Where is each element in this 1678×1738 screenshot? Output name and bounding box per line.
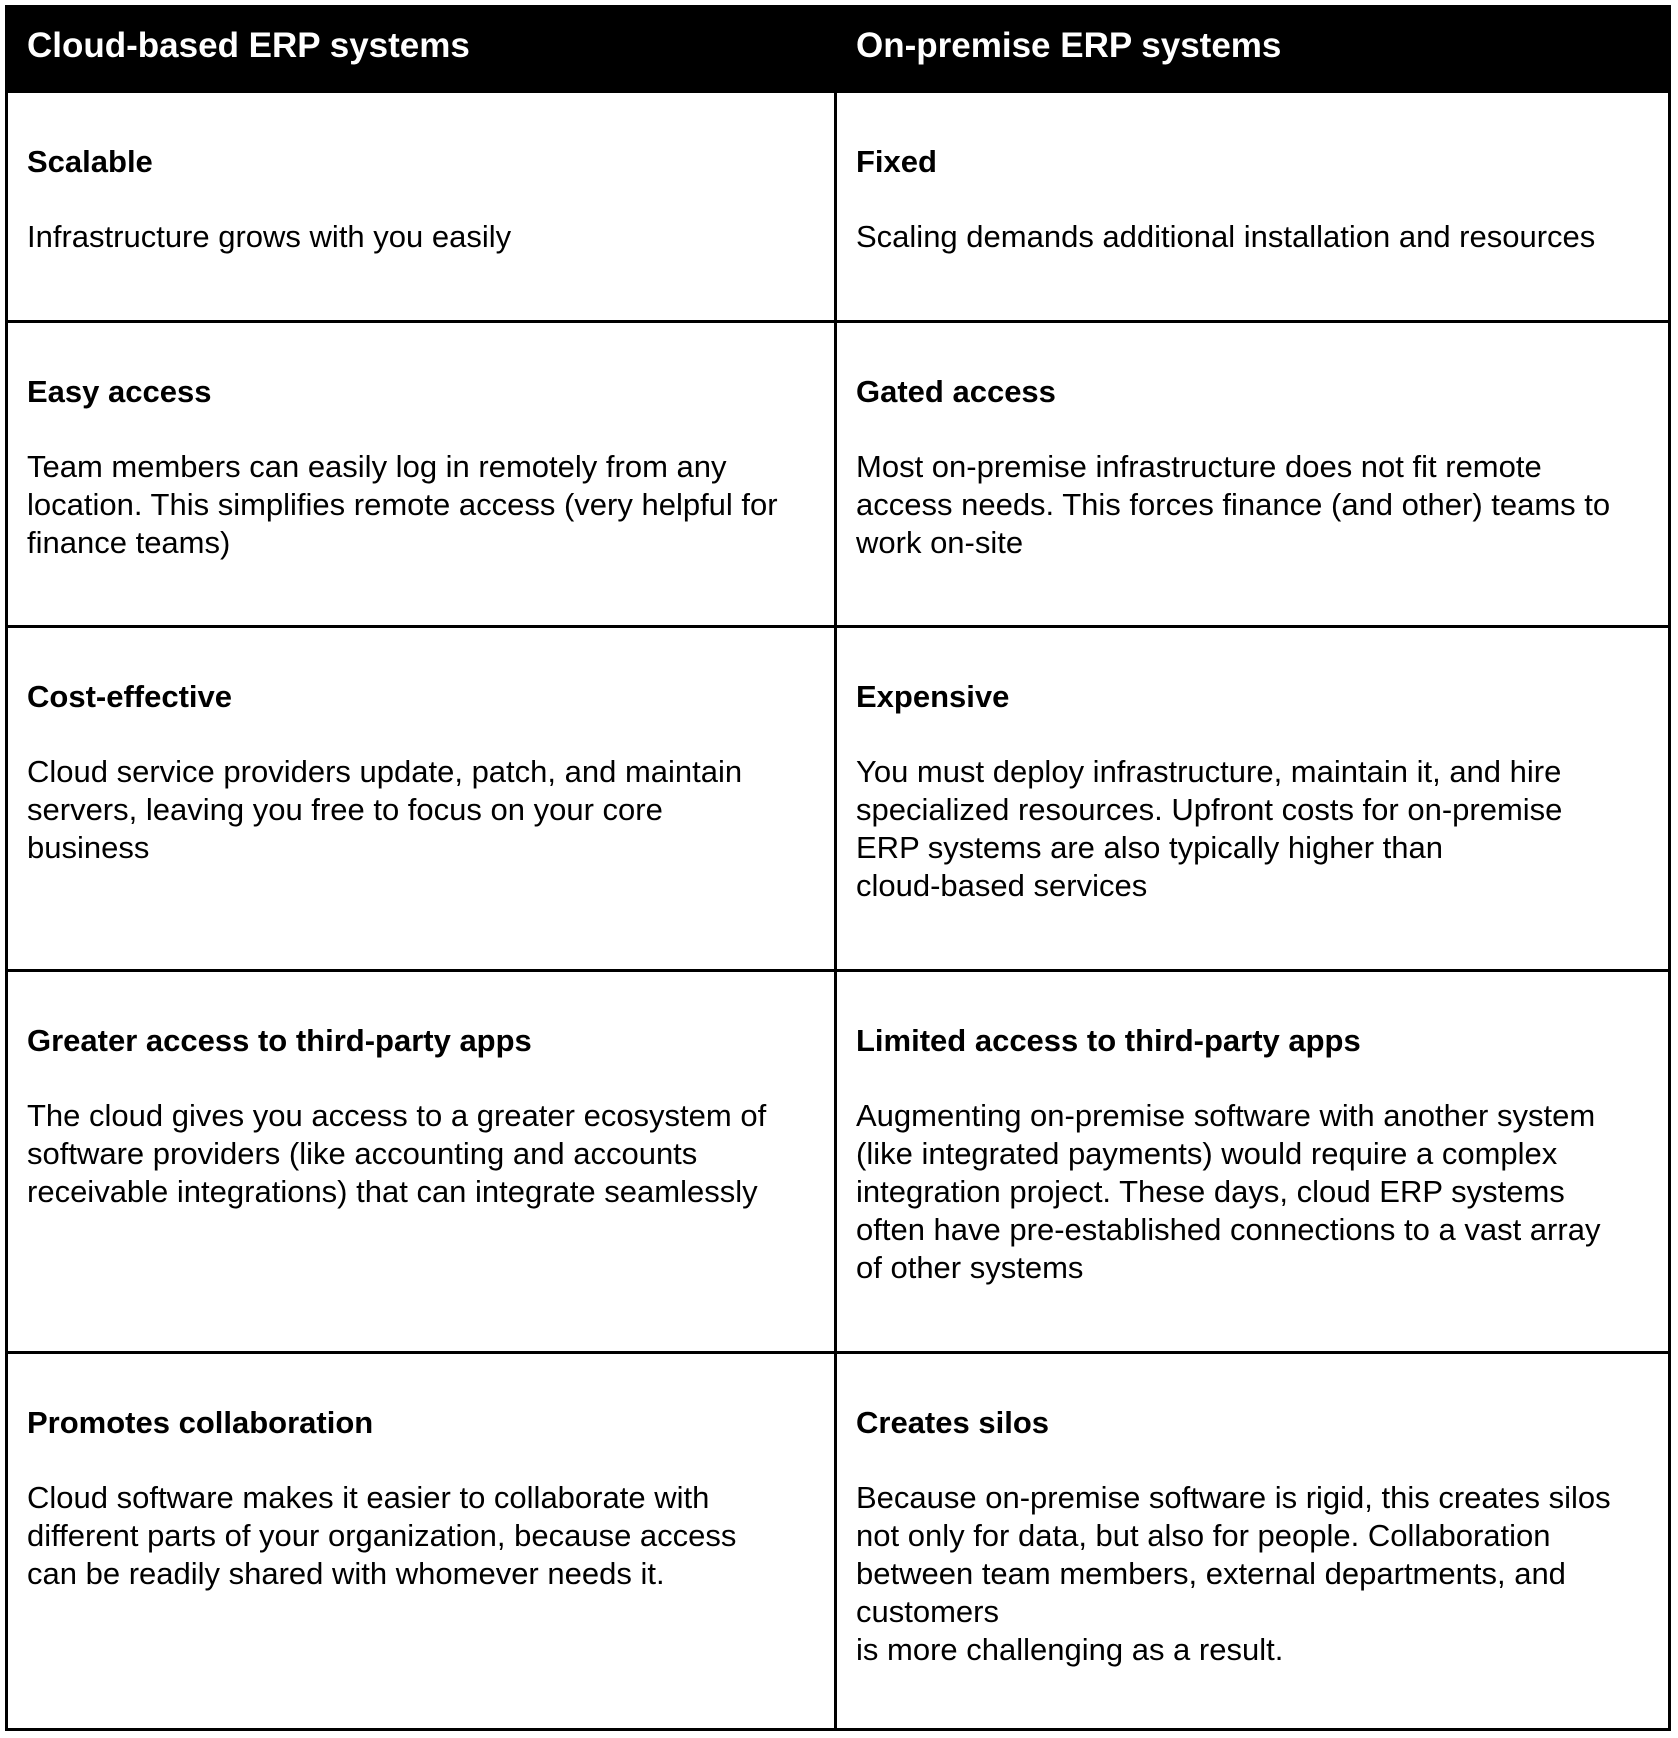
cell-title: Cost-effective — [27, 679, 232, 714]
cell-text: Team members can easily log in remotely from any location. This simplifies remote access (very helpful for finance teams) — [27, 449, 778, 560]
comparison-table — [5, 5, 1671, 1731]
cell-onprem-gated-access — [837, 320, 1668, 625]
header-cloud-based: Cloud-based ERP systems — [8, 8, 837, 90]
cell-text: Most on-premise infrastructure does not fit remote access needs. This forces finance (and other) teams to work on-site — [856, 449, 1611, 560]
header-on-premise: On-premise ERP systems — [837, 8, 1668, 90]
cell-onprem-third-party — [837, 969, 1668, 1351]
cell-onprem-expensive — [837, 625, 1668, 969]
cell-title: Easy access — [27, 374, 212, 409]
cell-text: Cloud software makes it easier to collaborate with different parts of your organization, because access can be readily shared with whomever needs it. — [27, 1480, 737, 1591]
cell-title: Fixed — [856, 144, 937, 179]
cell-text: Augmenting on-premise software with another system (like integrated payments) would require a complex integration project. These days, cloud ERP systems often have pre-established connections to a vast array of other systems — [856, 1098, 1601, 1285]
cell-onprem-fixed — [837, 90, 1668, 320]
cell-title: Gated access — [856, 374, 1056, 409]
cell-title: Promotes collaboration — [27, 1405, 374, 1440]
cell-text: Scaling demands additional installation and resources — [856, 219, 1596, 254]
cell-cloud-cost-effective — [8, 625, 837, 969]
cell-text: Because on-premise software is rigid, this creates silos not only for data, but also for people. Collaboration between team members, external departments, and customers is more challenging as a result. — [856, 1480, 1611, 1667]
cell-cloud-third-party — [8, 969, 837, 1351]
cell-text: Cloud service providers update, patch, and maintain servers, leaving you free to focus on your core business — [27, 754, 743, 865]
cell-text: The cloud gives you access to a greater ecosystem of software providers (like accounting and accounts receivable integrations) that can integrate seamlessly — [27, 1098, 767, 1209]
cell-onprem-silos — [837, 1351, 1668, 1728]
cell-cloud-collaboration — [8, 1351, 837, 1728]
cell-title: Scalable — [27, 144, 153, 179]
cell-cloud-easy-access — [8, 320, 837, 625]
cell-title: Creates silos — [856, 1405, 1049, 1440]
cell-title: Limited access to third-party apps — [856, 1023, 1361, 1058]
cell-title: Greater access to third-party apps — [27, 1023, 532, 1058]
cell-text: You must deploy infrastructure, maintain it, and hire specialized resources. Upfront costs for on-premise ERP systems are also typically higher than cloud-based services — [856, 754, 1563, 903]
cell-title: Expensive — [856, 679, 1010, 714]
cell-cloud-scalable — [8, 90, 837, 320]
cell-text: Infrastructure grows with you easily — [27, 219, 512, 254]
